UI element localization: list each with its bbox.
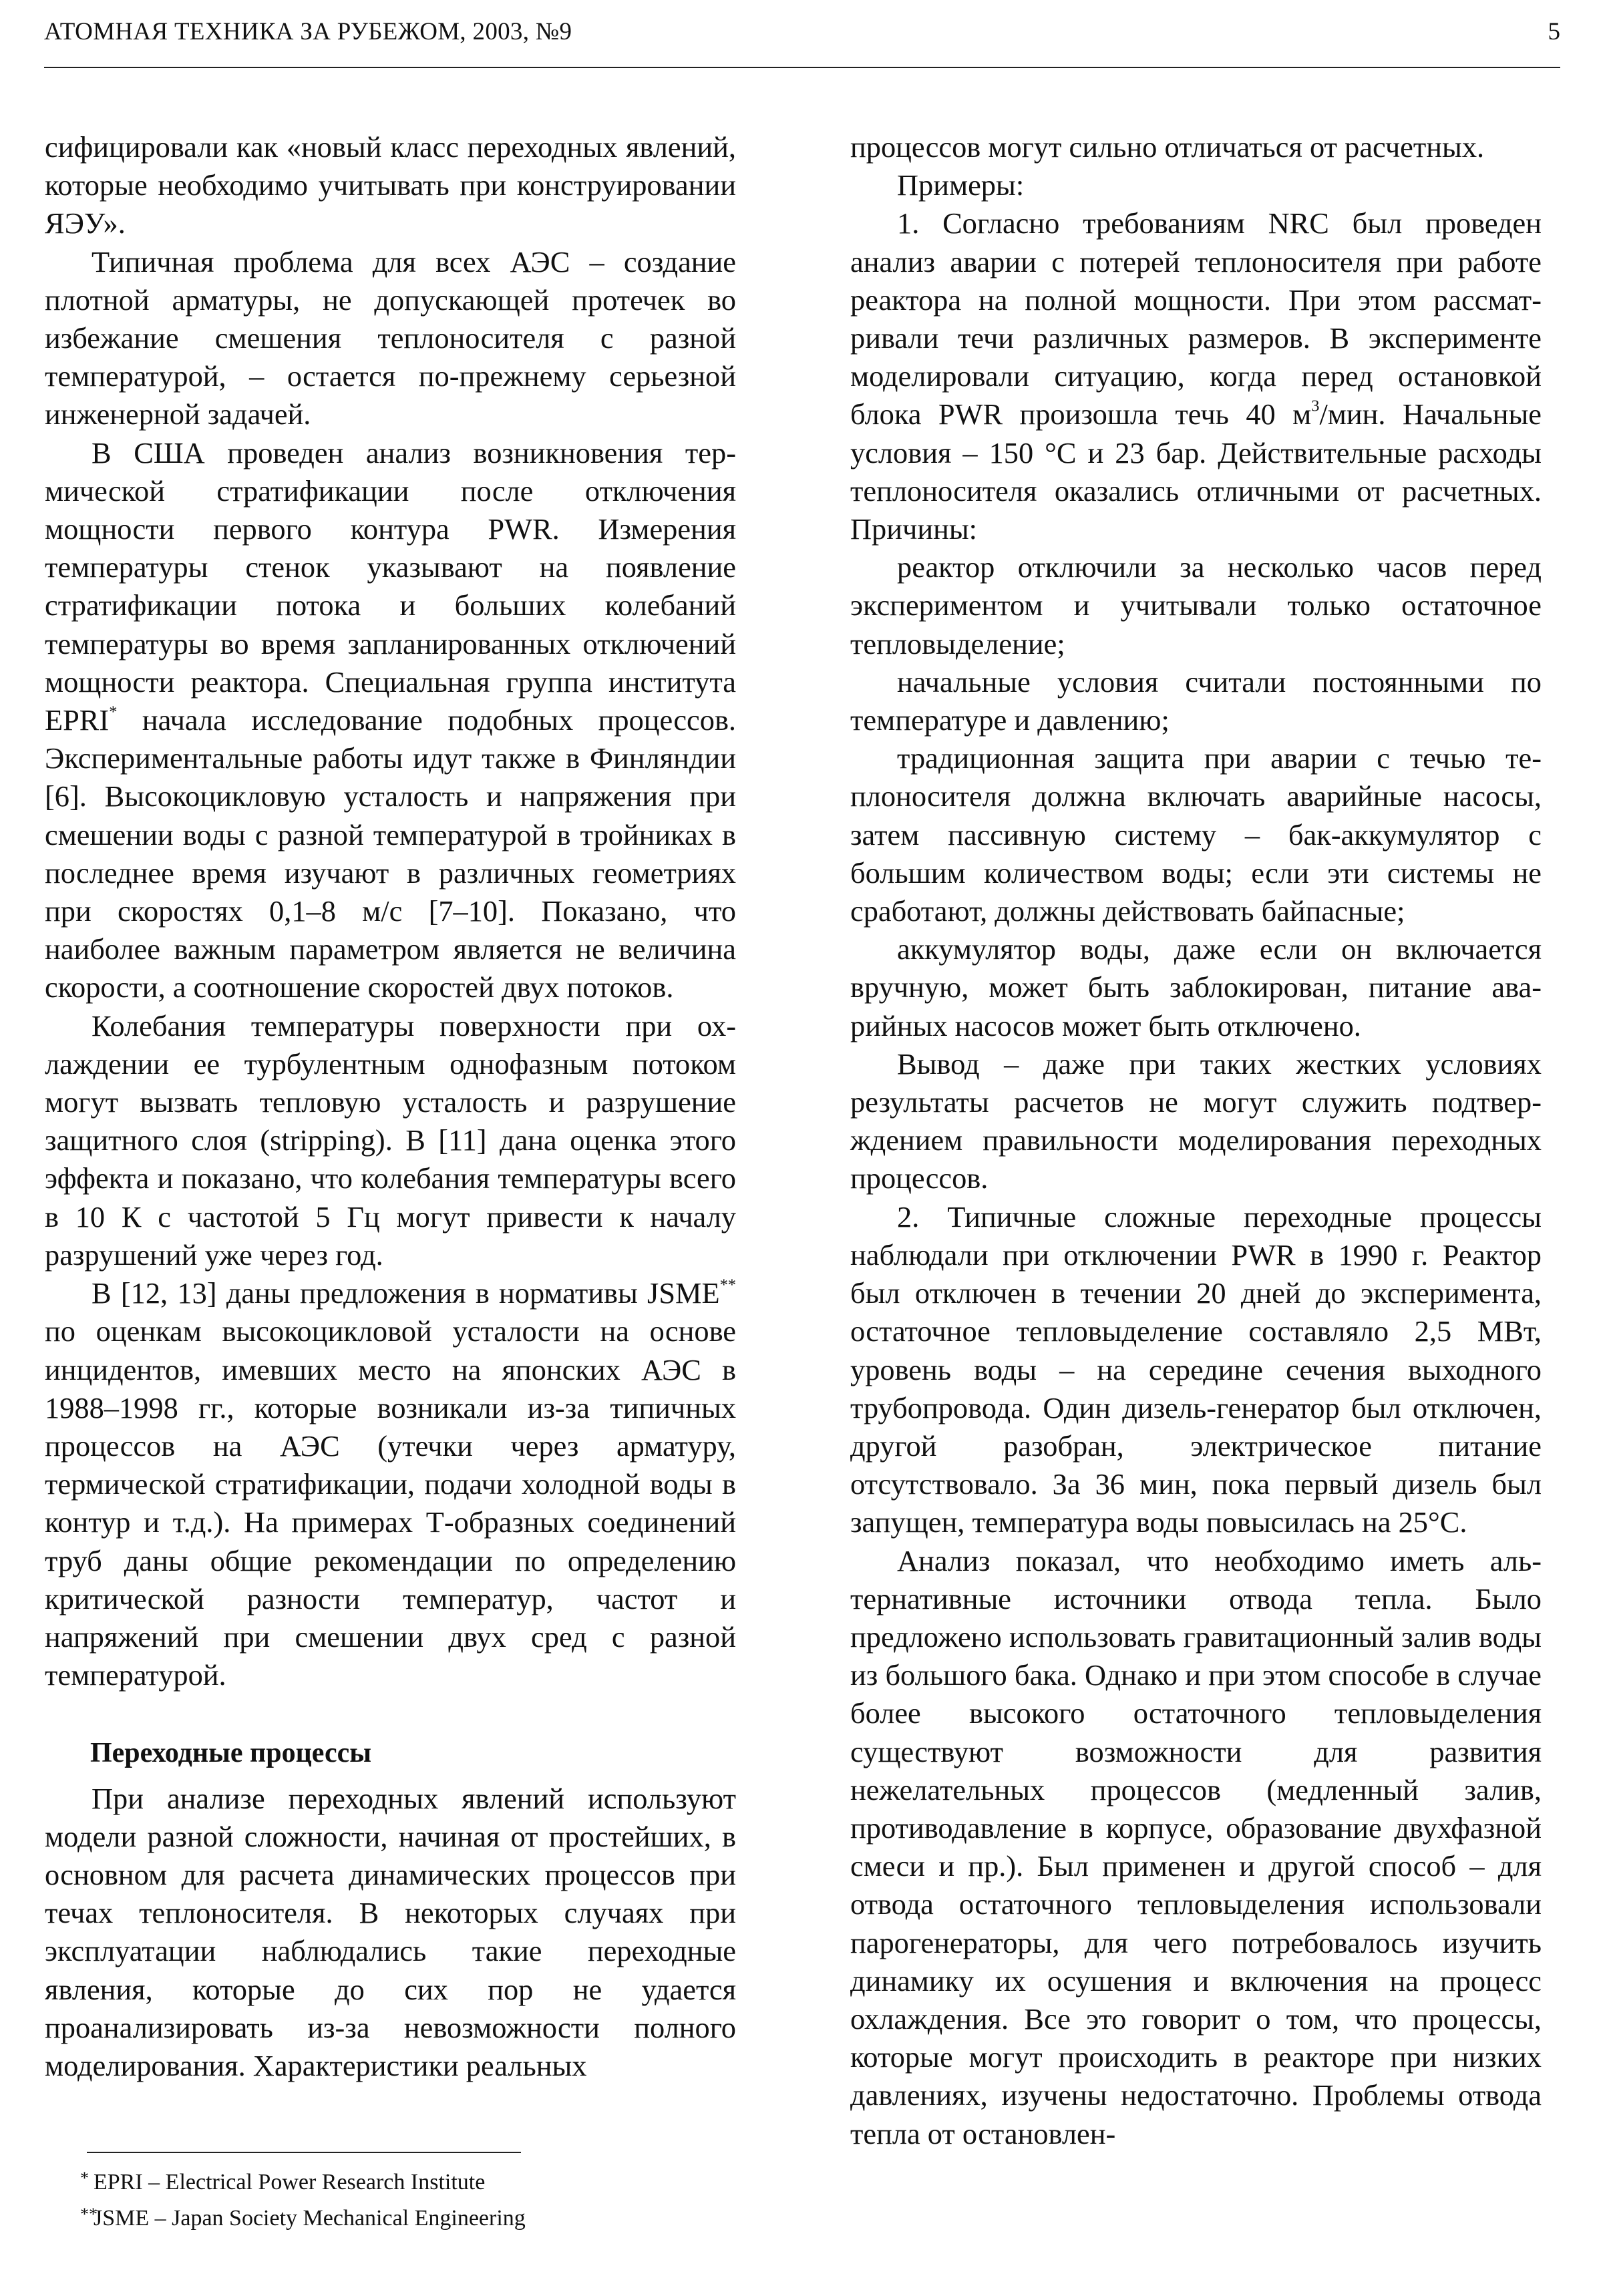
paragraph: При анализе переходных явлений используют модели разной сложности, начиная от простейших, в основном для расчета динамических процессов при течах теплоносителя. В некоторых случаях при эксплуатации наблюдались такие переходные явления, которые до сих пор не удается проанализировать из-за невозможности полного моделирования. Характеристики реальных bbox=[45, 1781, 736, 2082]
paragraph: Колебания температуры поверхности при охлаждении ее турбулентным однофазным потоком могут вызвать тепловую усталость и разрушение защитного слоя (stripping). В [11] дана оценка этого эффекта и показано, что колебания температуры всего в 10 К с частотой 5 Гц могут привести к началу разрушений уже через год. bbox=[45, 1008, 736, 1272]
section-heading: Переходные процессы bbox=[90, 1738, 372, 1769]
paragraph-text: начала исследование подобных процессов. Экспериментальные работы идут также в Финляндии [6]. Высокоцикловую усталость и напряжения при смешении воды с разной температурой в тройниках в последнее время изучают в различных геометриях при скоростях 0,1–8 м/с [7–10]. Показано, что наиболее важным параметром является не величина скорости, а соотношение скоростей двух потоков. bbox=[45, 703, 736, 1004]
paragraph-text: В США проведен анализ возникновения термической стратификации после отключения мощности первого контура PWR. Измерения температуры стенок указывают на появление стратификации потока и больших колебаний температуры во время запланированных отключений мощности реактора. Специальная группа института EPRI bbox=[45, 435, 736, 737]
footnote-text: EPRI – Electrical Power Research Institute bbox=[94, 2170, 486, 2194]
paragraph: начальные условия считали постоянными по температуре и давлению; bbox=[850, 664, 1542, 737]
footnote bbox=[80, 2162, 681, 2198]
header-rule bbox=[44, 67, 1560, 68]
paragraph: Вывод – даже при таких жестких условиях результаты расчетов не могут служить подтверждением правильности моделирования переходных процессов. bbox=[850, 1046, 1542, 1195]
paragraph-text: /мин. Начальные условия – 150 °С и 23 бар. Действительные расходы теплоносителя оказались отличными от расчетных. Причины: bbox=[850, 397, 1542, 546]
paragraph-text: по оценкам высокоцикловой усталости на основе инцидентов, имевших место на японских АЭС в 1988–1998 гг., которые возникали из-за типичных процессов на АЭС (утечки через арматуру, термической стратификации, подачи холодной воды в контур и т.д.). На примерах Т-образных соединений труб даны общие рекомендации по определению критической разности температур, частот и напряжений при смешении двух сред с разной температурой. bbox=[45, 1314, 736, 1692]
paragraph bbox=[850, 204, 1542, 548]
footnote-mark: * bbox=[80, 2168, 89, 2188]
footnote-mark: ** bbox=[80, 2205, 98, 2224]
paragraph: традиционная защита при аварии с течью теплоносителя должна включать аварийные насосы, затем пассивную систему – бак-аккумулятор с большим количеством воды; если эти системы не сработают, должны действовать байпасные; bbox=[850, 741, 1542, 928]
paragraph: Типичная проблема для всех АЭС – создание плотной арматуры, не допускающей протечек во избежание смешения теплоносителя с разной температурой, – остается по-прежнему серьезной инженерной задачей. bbox=[45, 244, 736, 431]
paragraph bbox=[45, 1274, 736, 1694]
left-column bbox=[45, 128, 736, 2085]
footnotes bbox=[80, 2162, 681, 2235]
superscript: 3 bbox=[1311, 397, 1320, 415]
paragraph: процессов могут сильно отличаться от расчетных. bbox=[850, 130, 1485, 164]
footnote bbox=[80, 2198, 681, 2235]
paragraph: сифицировали как «новый класс переходных явлений, которые необходимо учитывать при конструировании ЯЭУ». bbox=[45, 130, 736, 240]
paragraph-text: 1. Согласно требованиям NRC был проведен анализ аварии с потерей теплоносителя при работе реактора на полной мощности. При этом рассматривали течи различных размеров. В эксперименте моделировали ситуацию, когда перед остановкой блока PWR произошла течь 40 м bbox=[850, 206, 1542, 431]
paragraph bbox=[45, 434, 736, 1007]
footnote-text: JSME – Japan Society Mechanical Engineering bbox=[94, 2206, 526, 2231]
paragraph-text: В [12, 13] даны предложения в нормативы JSME bbox=[92, 1276, 720, 1310]
footnote-mark: * bbox=[109, 703, 118, 721]
paragraph: Анализ показал, что необходимо иметь альтернативные источники отвода тепла. Было предложено использовать гравитационный залив воды из большого бака. Однако и при этом способе в случае более высокого остаточного тепловыделения существуют возможности для развития нежелательных процессов (медленный залив, противодавление в корпусе, образование двухфазной смеси и пр.). Был применен и другой способ – для отвода остаточного тепловыделения использовали парогенераторы, для чего потребовалось изучить динамику их осушения и включения на процесс охлаждения. Все это говорит о том, что процессы, которые могут происходить в реакторе при низких давлениях, изучены недостаточно. Проблемы отвода тепла от остановлен- bbox=[850, 1543, 1542, 2150]
running-header bbox=[44, 17, 1560, 57]
paragraph: реактор отключили за несколько часов перед экспериментом и учитывали только остаточное тепловыделение; bbox=[850, 550, 1542, 660]
paragraph: Примеры: bbox=[897, 168, 1025, 202]
footnote-mark: ** bbox=[719, 1276, 736, 1294]
footnote-rule bbox=[87, 2152, 521, 2153]
right-column bbox=[850, 128, 1542, 2153]
paragraph: 2. Типичные сложные переходные процессы наблюдали при отключении PWR в 1990 г. Реактор был отключен в течении 20 дней до эксперимента, остаточное тепловыделение составляло 2,5 МВт, уровень воды – на середине сечения выходного трубопровода. Один дизель-генератор был отключен, другой разобран, электрическое питание отсутствовало. За 36 мин, пока первый дизель был запущен, температура воды повысилась на 25°С. bbox=[850, 1199, 1542, 1539]
paragraph: аккумулятор воды, даже если он включается вручную, может быть заблокирован, питание аварийных насосов может быть отключено. bbox=[850, 932, 1542, 1042]
journal-title: АТОМНАЯ ТЕХНИКА ЗА РУБЕЖОМ, 2003, №9 bbox=[44, 18, 572, 45]
page-number: 5 bbox=[1548, 18, 1560, 45]
